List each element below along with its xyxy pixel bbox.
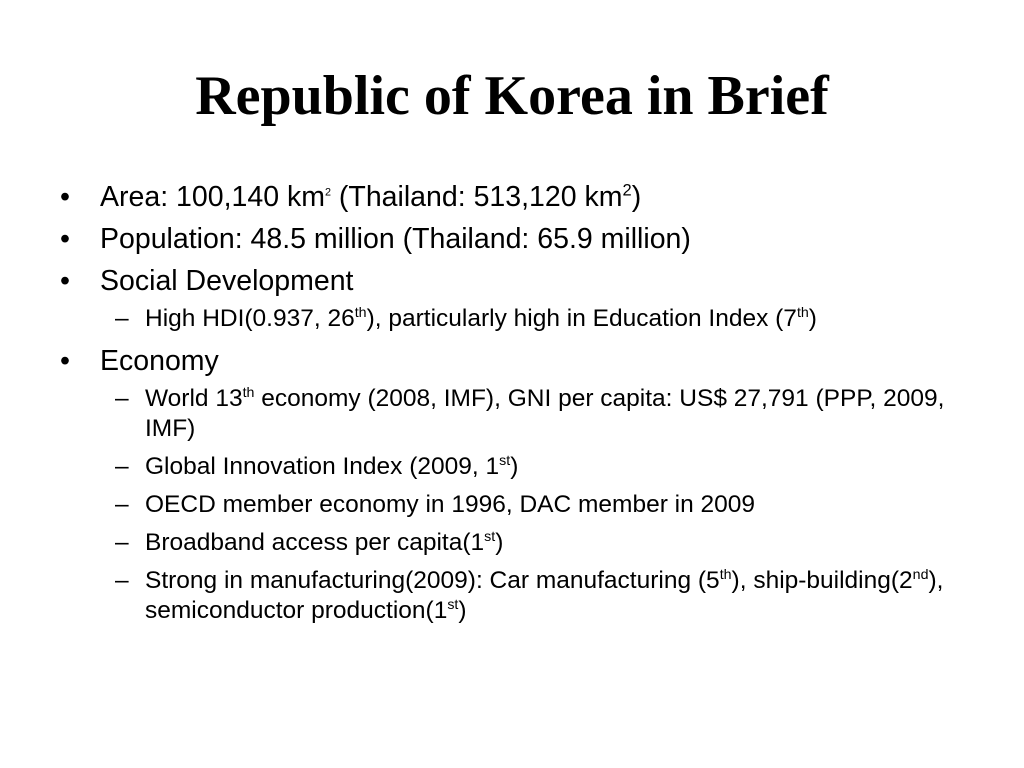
slide-title: Republic of Korea in Brief [195, 65, 829, 127]
dash-icon: – [115, 567, 129, 594]
bullet-dot-icon: • [60, 345, 70, 377]
bullet-dot-icon: • [60, 223, 70, 255]
hdi-sup2: th [796, 304, 809, 321]
sub-bullet-innovation-index [58, 452, 958, 482]
oecd-text: OECD member economy in 1996, DAC member in 2009 [145, 491, 756, 518]
hdi-sup: th [354, 304, 367, 321]
manufacturing-part4: ) [458, 597, 467, 624]
manufacturing-sup3: st [447, 596, 459, 613]
world-prefix: World 13 [145, 385, 243, 412]
economy-heading: Economy [100, 345, 219, 377]
hdi-middle: ), particularly high in Education Index (7 [366, 305, 797, 332]
broadband-sup: st [484, 528, 496, 545]
innovation-suffix: ) [510, 453, 519, 480]
slide-body [58, 180, 958, 634]
broadband-suffix: ) [495, 529, 504, 556]
manufacturing-part2: ), ship-building(2 [731, 567, 913, 594]
dash-icon: – [115, 453, 129, 480]
manufacturing-part1: Strong in manufacturing(2009): Car manufacturing (5 [145, 567, 720, 594]
broadband-prefix: Broadband access per capita(1 [145, 529, 485, 556]
hdi-prefix: High HDI(0.937, 26 [145, 305, 355, 332]
dash-icon: – [115, 385, 129, 412]
dash-icon: – [115, 529, 129, 556]
area-sup: 2 [324, 186, 331, 199]
area-suffix: ) [631, 181, 642, 213]
dash-icon: – [115, 491, 129, 518]
bullet-dot-icon: • [60, 265, 70, 297]
bullet-economy [58, 344, 958, 378]
innovation-prefix: Global Innovation Index (2009, 1 [145, 453, 500, 480]
sub-bullet-hdi [58, 304, 958, 334]
bullet-social-development [58, 264, 958, 298]
dash-icon: – [115, 305, 129, 332]
hdi-suffix: ) [808, 305, 817, 332]
bullet-population [58, 222, 958, 256]
sub-bullet-oecd [58, 490, 958, 520]
social-heading: Social Development [100, 265, 354, 297]
manufacturing-sup2: nd [912, 566, 929, 583]
population-text: Population: 48.5 million (Thailand: 65.9 million) [100, 223, 691, 255]
innovation-sup: st [499, 452, 511, 469]
sub-bullet-broadband [58, 528, 958, 558]
manufacturing-sup1: th [719, 566, 732, 583]
bullet-dot-icon: • [60, 181, 70, 213]
sub-bullet-world-economy [58, 384, 958, 444]
sub-bullet-manufacturing [58, 566, 958, 626]
world-suffix: economy (2008, IMF), GNI per capita: US$ 27,791 (PPP, 2009, IMF) [145, 385, 945, 442]
world-sup: th [242, 384, 255, 401]
bullet-area [58, 180, 958, 214]
area-sup2: 2 [622, 180, 632, 200]
area-middle: (Thailand: 513,120 km [331, 181, 623, 213]
manufacturing-part3: ), semiconductor production(1 [145, 567, 944, 624]
area-prefix: Area: 100,140 km [100, 181, 325, 213]
